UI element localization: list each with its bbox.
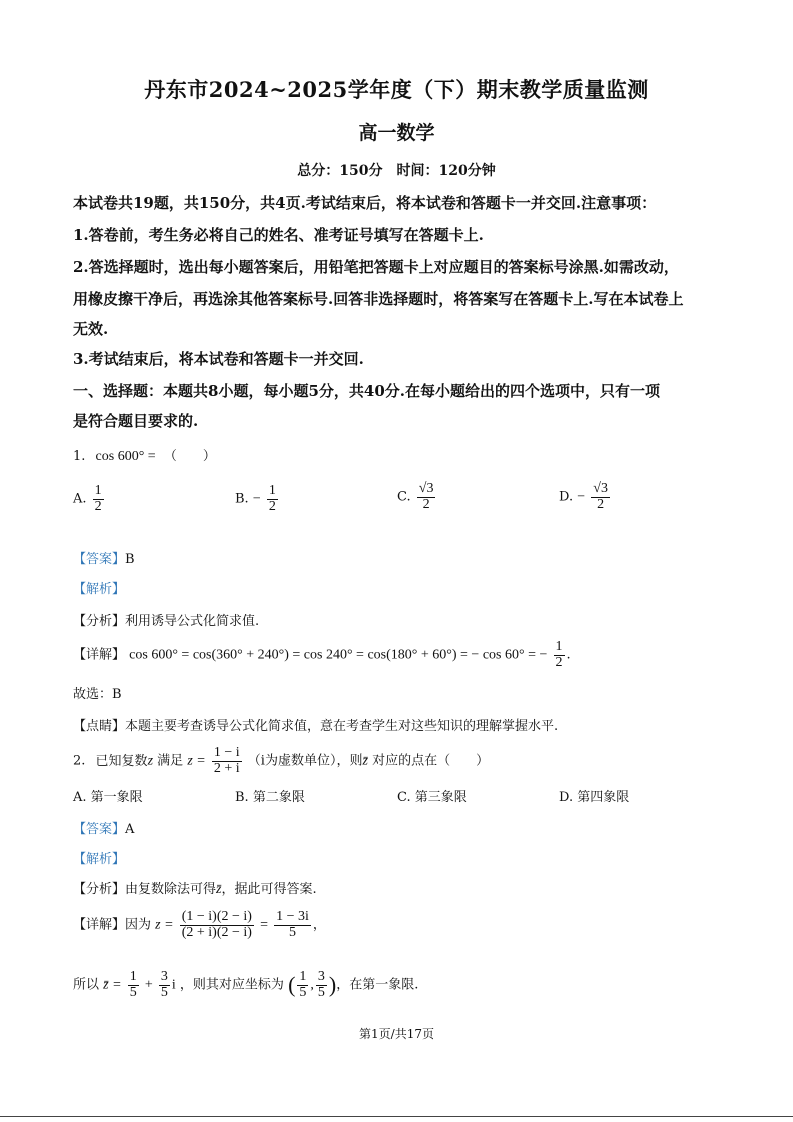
q2-option-b	[235, 786, 305, 805]
fraction-numerator: 3	[160, 969, 168, 984]
fraction-denominator: 2	[422, 496, 430, 512]
stem-part-b: 满足	[157, 753, 184, 769]
xiangjie-end: ，	[312, 917, 326, 933]
stem-part-c: （i为虚数单位），则	[247, 753, 363, 769]
option-label: A.	[73, 790, 87, 805]
question-1-math: cos 600° =	[95, 449, 156, 464]
q2-analysis-tag: 【解析】	[73, 852, 126, 867]
option-label: D.	[559, 489, 574, 505]
dianjing-text: 本题主要考查诱导公式化简求值，意在考查学生对这些知识的理解掌握水平.	[125, 719, 559, 734]
fraction-denominator: (2 + i)(2 − i)	[181, 924, 252, 940]
fraction-denominator: 2	[268, 498, 276, 514]
fraction-denominator: 5	[129, 984, 137, 1000]
option-c-fraction	[417, 482, 436, 512]
answer-value: B	[125, 552, 135, 567]
fraction-denominator: 2	[94, 498, 102, 514]
answer-tag: 【答案】	[73, 822, 126, 837]
equals-sign: =	[260, 917, 268, 933]
xiangjie-end: .	[566, 647, 571, 663]
q1-analysis-tag: 【解析】	[73, 582, 126, 597]
equation-lhs: z =	[187, 753, 206, 769]
minus-sign: −	[577, 489, 586, 505]
fraction-denominator: 2 + i	[213, 760, 240, 776]
answer-value: A	[125, 822, 135, 837]
instruction-item-2-line-1: 2.答选择题时，选出每小题答案后，用铅笔把答题卡上对应题目的答案标号涂黑.如需改动，	[73, 258, 679, 276]
option-d-fraction	[591, 482, 610, 512]
q1-option-b	[235, 484, 280, 514]
xiangjie-lhs: z =	[155, 917, 174, 933]
fraction-numerator: 1	[94, 483, 102, 498]
xiangjie-fraction	[554, 640, 565, 670]
stem-part-d: 对应的点在（ ）	[372, 753, 490, 769]
fenxi-text-b: ，据此可得答案.	[221, 882, 317, 897]
plus-sign: +	[144, 977, 153, 993]
page-footer: 第1页/共17页	[359, 1027, 434, 1041]
z-symbol: z	[147, 753, 154, 769]
q2-xiangjie	[73, 910, 326, 940]
conclusion-text-a: 所以	[73, 977, 100, 993]
section-heading-line-1: 一、选择题：本题共8小题，每小题5分，共40分.在每小题给出的四个选项中，只有一项	[73, 382, 660, 400]
conclusion-fraction-1	[128, 970, 139, 1000]
option-text: 第一象限	[90, 790, 143, 805]
q1-answer	[73, 548, 135, 567]
dianjing-tag: 【点睛】	[73, 719, 126, 734]
conclusion-text-c: ，在第一象限.	[336, 977, 419, 993]
bottom-divider	[0, 1116, 793, 1117]
option-text: 第三象限	[414, 790, 467, 805]
equation-fraction	[212, 746, 242, 776]
question-2-stem	[73, 746, 489, 776]
xiangjie-fraction-2	[274, 910, 311, 940]
q1-option-a	[73, 484, 106, 514]
left-paren: (	[288, 972, 296, 998]
coord-fraction-2	[316, 970, 327, 1000]
option-text: 第二象限	[252, 790, 305, 805]
option-text: 第四象限	[577, 790, 630, 805]
imaginary-unit: i	[171, 977, 176, 993]
question-number: 2.	[73, 753, 86, 769]
fraction-numerator: 1	[129, 969, 137, 984]
right-paren: )	[328, 972, 337, 998]
question-number: 1.	[73, 449, 86, 464]
fraction-numerator: √3	[418, 481, 434, 496]
fraction-numerator: 1	[299, 969, 307, 984]
xiangjie-tag: 【详解】	[73, 917, 126, 933]
fraction-denominator: 2	[555, 654, 563, 670]
fenxi-tag: 【分析】	[73, 882, 126, 897]
instruction-item-1: 1.答卷前，考生务必将自己的姓名、准考证号填写在答题卡上.	[73, 226, 484, 244]
fraction-denominator: 5	[289, 924, 297, 940]
q2-conclusion	[73, 970, 418, 1000]
minus-sign: −	[252, 491, 261, 507]
fraction-numerator: √3	[593, 481, 608, 496]
instruction-item-2-line-2: 用橡皮擦干净后，再选涂其他答案标号.回答非选择题时，将答案写在答题卡上.写在本试卷上	[73, 290, 684, 308]
exam-meta: 总分：150分 时间：120分钟	[297, 163, 496, 179]
answer-tag: 【答案】	[73, 552, 126, 567]
fraction-numerator: (1 − i)(2 − i)	[181, 909, 252, 924]
question-1-paren: （ ）	[163, 449, 216, 464]
page-title: 丹东市2024~2025学年度（下）期末教学质量监测	[144, 77, 649, 102]
xiangjie-math: cos 600° = cos(360° + 240°) = cos 240° = cos(180° + 60°) = − cos 60° = −	[129, 647, 548, 663]
q2-option-c	[397, 786, 467, 805]
instruction-item-2-line-3: 无效.	[73, 320, 109, 338]
fraction-denominator: 2	[597, 496, 605, 512]
q2-option-a	[73, 786, 143, 805]
page-subtitle: 高一数学	[358, 122, 435, 144]
option-label: D.	[559, 790, 574, 805]
q2-answer	[73, 818, 134, 837]
fraction-denominator: 5	[317, 984, 325, 1000]
instruction-item-3: 3.考试结束后，将本试卷和答题卡一并交回.	[73, 350, 364, 368]
q1-option-c	[397, 482, 437, 512]
conclusion-fraction-2	[159, 970, 170, 1000]
question-1-stem	[73, 445, 216, 465]
z-conjugate-symbol: z̄	[362, 753, 368, 769]
stem-part-a: 已知复数	[95, 753, 148, 769]
section-heading-line-2: 是符合题目要求的.	[73, 412, 199, 430]
q2-fenxi	[73, 878, 317, 898]
option-label: B.	[235, 491, 249, 507]
fraction-numerator: 1 − 3i	[276, 909, 309, 924]
option-b-fraction	[267, 484, 278, 514]
xiangjie-text: 因为	[125, 917, 152, 933]
fraction-denominator: 5	[160, 984, 168, 1000]
comma: ,	[310, 977, 314, 993]
q2-option-d	[559, 786, 629, 805]
z-conjugate-symbol: z̄	[216, 882, 222, 897]
fraction-numerator: 1 − i	[213, 745, 240, 760]
fraction-numerator: 3	[317, 969, 325, 984]
conclusion-text-b: ，则其对应坐标为	[179, 977, 284, 993]
q1-xiangjie	[73, 640, 571, 670]
option-a-fraction	[93, 484, 104, 514]
xiangjie-fraction-1	[180, 910, 254, 940]
fenxi-tag: 【分析】	[73, 614, 126, 629]
fraction-numerator: 1	[268, 483, 276, 498]
option-label: B.	[235, 790, 249, 805]
q1-choice: 故选：B	[73, 687, 122, 702]
q1-fenxi	[73, 610, 259, 629]
fraction-numerator: 1	[555, 639, 563, 654]
fenxi-text: 利用诱导公式化简求值.	[125, 614, 260, 629]
fraction-denominator: 5	[299, 984, 307, 1000]
option-label: C.	[397, 489, 411, 505]
q1-dianjing	[73, 715, 558, 734]
option-label: C.	[397, 790, 411, 805]
fenxi-text-a: 由复数除法可得	[125, 882, 217, 897]
option-label: A.	[73, 491, 87, 507]
xiangjie-tag: 【详解】	[73, 647, 126, 663]
conclusion-lhs: z̄ =	[103, 977, 122, 993]
instructions-intro: 本试卷共19题，共150分，共4页.考试结束后，将本试卷和答题卡一并交回.注意事项：	[73, 194, 657, 212]
coord-fraction-1	[297, 970, 308, 1000]
q1-option-d	[559, 482, 612, 512]
